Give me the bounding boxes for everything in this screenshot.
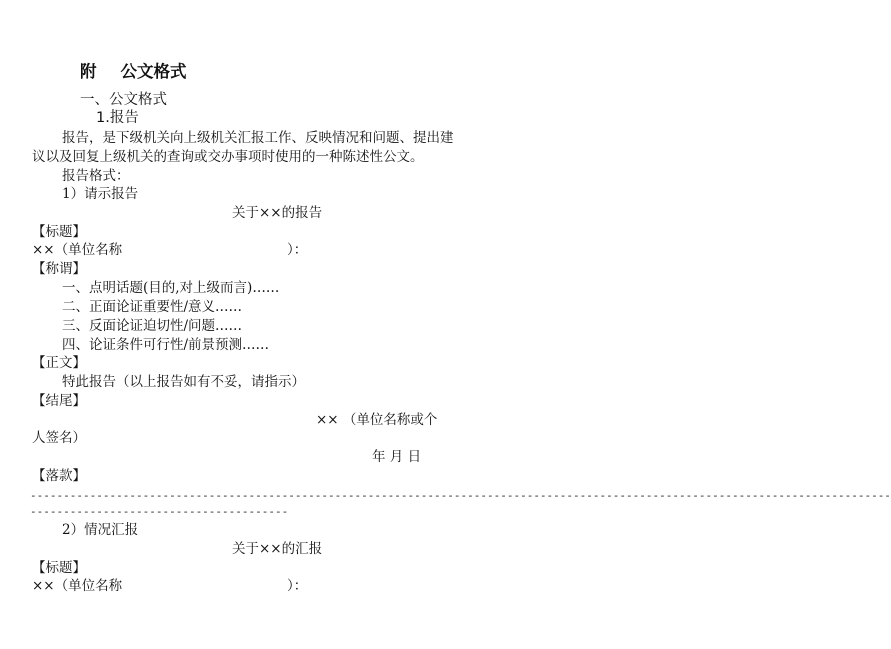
heading-prefix: 附 — [80, 62, 97, 81]
label-title: 【标题】 — [32, 224, 86, 240]
body-item: 四、论证条件可行性/前景预测…… — [62, 337, 270, 353]
heading-title: 公文格式 — [120, 62, 187, 81]
paragraph-line-2: 议以及回复上级机关的查询或交办事项时使用的一种陈述性公文。 — [32, 149, 424, 165]
body-item: 二、正面论证重要性/意义…… — [62, 299, 243, 315]
template-title-1: 关于××的报告 — [232, 205, 323, 221]
label-signature: 【落款】 — [32, 468, 86, 484]
separator-line: ---------------------------------------------------------------------------------------------------------------------------------- — [30, 489, 891, 502]
unit-colon: ）： — [287, 242, 308, 258]
signer-line-2: 人签名） — [32, 430, 86, 446]
body-item: 一、点明话题(目的,对上级而言)…… — [62, 280, 280, 296]
label-body: 【正文】 — [32, 355, 86, 371]
closing-text: 特此报告（以上报告如有不妥，请指示） — [62, 374, 305, 390]
page-heading — [80, 64, 187, 80]
paragraph-line-1: 报告，是下级机关向上级机关汇报工作、反映情况和问题、提出建 — [62, 130, 454, 146]
item-heading-2: 2）情况汇报 — [62, 522, 139, 538]
label-salutation: 【称谓】 — [32, 261, 86, 277]
unit-colon-2: ）： — [287, 578, 308, 594]
template-title-2: 关于××的汇报 — [232, 541, 323, 557]
signer-line-1: ×× （单位名称或个 — [316, 412, 438, 428]
separator-line-continued: --------------------------------------- — [30, 505, 289, 518]
section-heading: 一、公文格式 — [80, 92, 167, 108]
subsection-heading: 1.报告 — [96, 110, 139, 126]
unit-name-line: ××（单位名称 — [32, 242, 123, 258]
body-item: 三、反面论证迫切性/问题…… — [62, 318, 243, 334]
date-line: 年 月 日 — [372, 449, 422, 465]
label-ending: 【结尾】 — [32, 393, 86, 409]
label-title-2: 【标题】 — [32, 560, 86, 576]
unit-name-line-2: ××（单位名称 — [32, 578, 123, 594]
item-heading-1: 1）请示报告 — [62, 186, 139, 202]
format-label: 报告格式： — [62, 168, 130, 184]
